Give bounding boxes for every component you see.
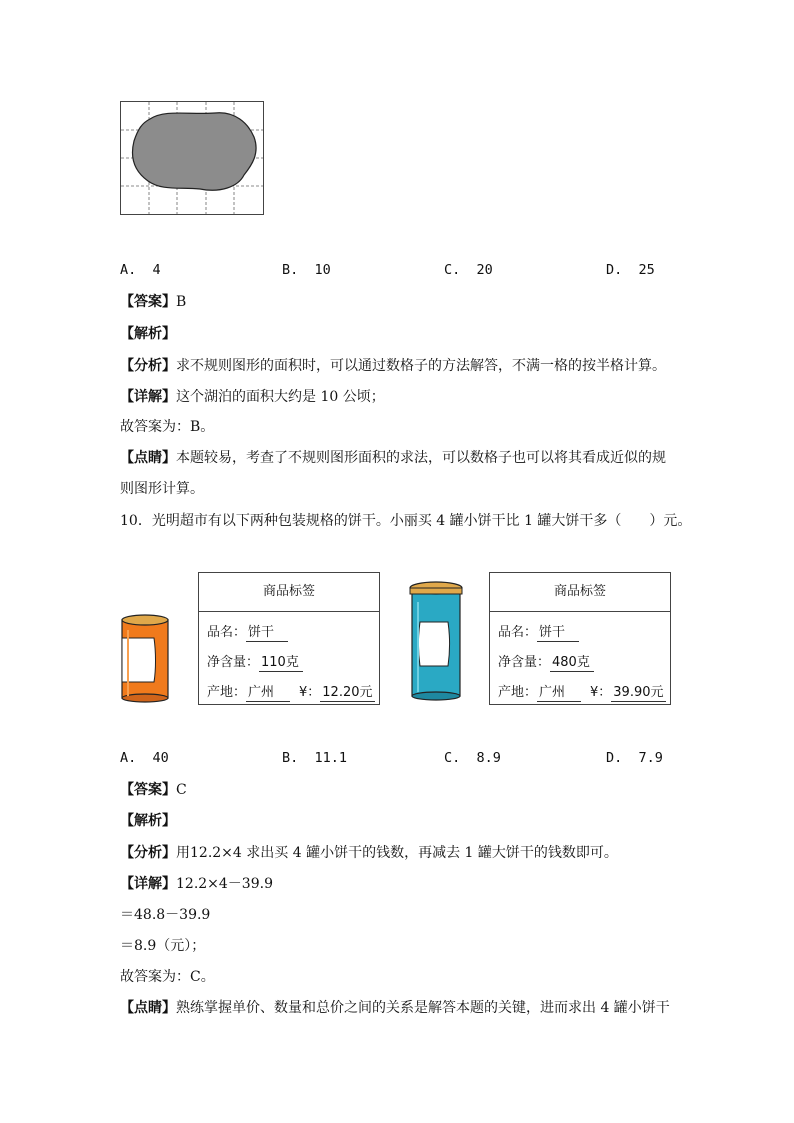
q9-option-b: B. 10 [282, 262, 331, 278]
small-label-origin: 产地： 广州 [207, 681, 290, 702]
large-product-label [489, 572, 671, 705]
q10-conclusion: 故答案为：C。 [120, 969, 215, 985]
lake-grid-figure [120, 101, 265, 216]
q9-conclusion: 故答案为：B。 [120, 419, 215, 435]
q10-xiangjie: 【详解】12.2×4－39.9 [120, 876, 273, 892]
q10-fenxi: 【分析】用12.2×4 求出买 4 罐小饼干的钱数，再减去 1 罐大饼干的钱数即可。 [120, 845, 618, 861]
large-label-price: ¥： 39.90元 [590, 685, 664, 700]
q10-option-d: D. 7.9 [606, 750, 663, 766]
q9-fenxi: 【分析】求不规则图形的面积时，可以通过数格子的方法解答，不满一格的按半格计算。 [120, 358, 666, 374]
small-label-price: ¥： 12.20元 [299, 685, 373, 700]
q9-answer: 【答案】B [120, 294, 187, 310]
q10-option-c: C. 8.9 [444, 750, 501, 766]
q9-dianjing: 【点睛】本题较易，考查了不规则图形面积的求法，可以数格子也可以将其看成近似的规 [120, 450, 666, 466]
lake-shape [133, 113, 257, 190]
q9-analysis-heading: 【解析】 [120, 326, 176, 342]
small-label-name: 品名： 饼干 [207, 621, 288, 642]
q9-option-a: A. 4 [120, 262, 161, 278]
q9-xiangjie: 【详解】这个湖泊的面积大约是 10 公顷； [120, 389, 385, 405]
q10-step-1: ＝48.8－39.9 [120, 907, 211, 923]
large-label-title: 商品标签 [490, 573, 670, 612]
large-label-origin: 产地： 广州 [498, 681, 581, 702]
small-label-weight: 净含量： 110克 [207, 651, 303, 672]
q10-answer: 【答案】C [120, 782, 187, 798]
q9-option-d: D. 25 [606, 262, 655, 278]
large-label-weight: 净含量： 480克 [498, 651, 594, 672]
q10-question: 10．光明超市有以下两种包装规格的饼干。小丽买 4 罐小饼干比 1 罐大饼干多（ ）元。 [120, 513, 692, 529]
small-biscuit-can [118, 612, 174, 704]
q10-analysis-heading: 【解析】 [120, 813, 176, 829]
small-product-label [198, 572, 380, 705]
large-biscuit-can [406, 580, 468, 702]
q10-option-b: B. 11.1 [282, 750, 348, 766]
q9-dianjing-cont: 则图形计算。 [120, 481, 204, 497]
q9-option-c: C. 20 [444, 262, 493, 278]
q10-step-2: ＝8.9（元）； [120, 938, 206, 954]
q10-option-a: A. 40 [120, 750, 169, 766]
large-label-name: 品名： 饼干 [498, 621, 579, 642]
small-label-title: 商品标签 [199, 573, 379, 612]
q10-dianjing: 【点睛】熟练掌握单价、数量和总价之间的关系是解答本题的关键，进而求出 4 罐小饼干 [120, 1000, 670, 1016]
